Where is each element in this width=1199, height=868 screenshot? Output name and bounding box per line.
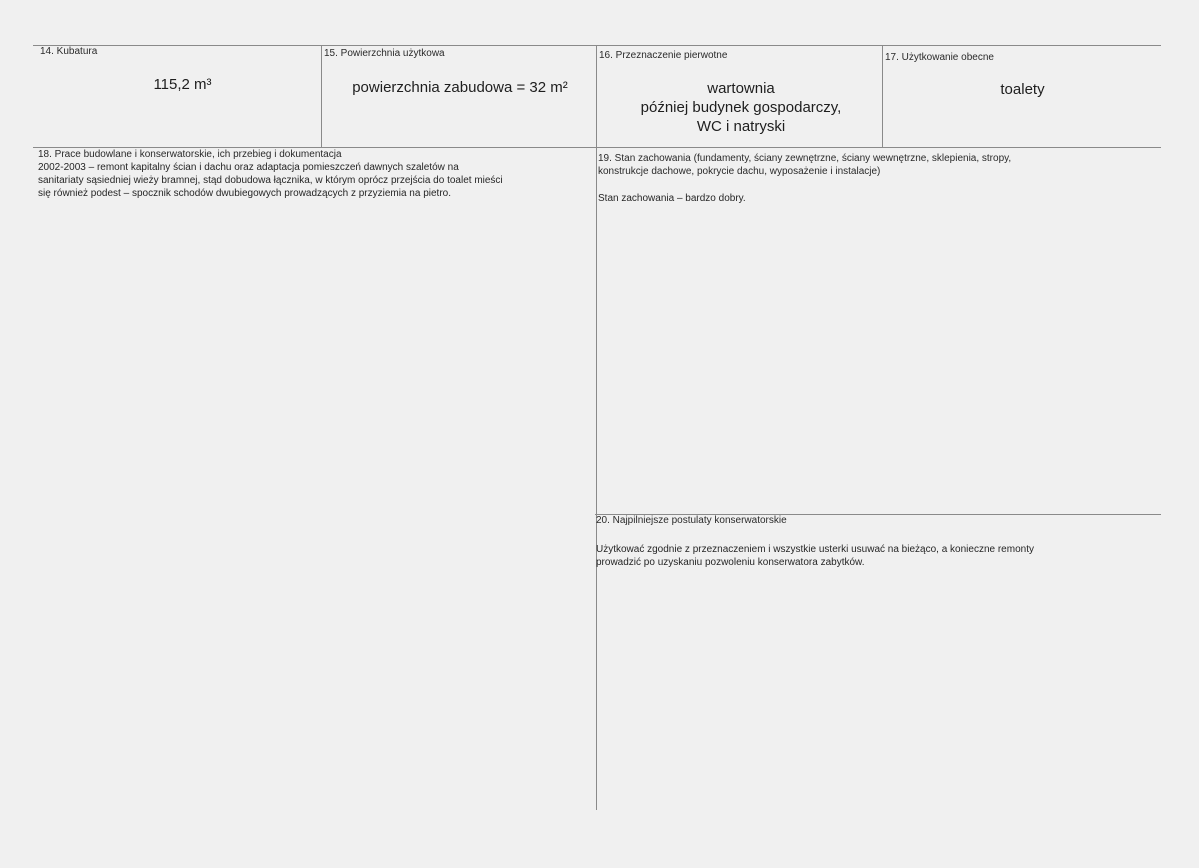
field-20-text-line-1: Użytkować zgodnie z przeznaczeniem i wszystkie usterki usuwać na bieżąco, a konieczne remonty: [596, 544, 1034, 555]
field-18-label: 18. Prace budowlane i konserwatorskie, ich przebieg i dokumentacja: [38, 149, 342, 160]
field-14-value: 115,2 m³: [153, 76, 212, 93]
col-divider-16: [596, 45, 597, 810]
col-divider-15: [321, 45, 322, 148]
field-19-text: Stan zachowania – bardzo dobry.: [598, 193, 746, 204]
field-19-label-line-1: 19. Stan zachowania (fundamenty, ściany zewnętrzne, ściany wewnętrzne, sklepienia, stropy,: [598, 153, 1012, 164]
field-16-value-line-2: później budynek gospodarczy,: [640, 99, 842, 116]
field-16-value-line-1: wartownia: [707, 80, 775, 97]
field-18-text-line-2: sanitariaty sąsiedniej wieży bramnej, stąd dobudowa łącznika, w którym oprócz przejścia do toalet mieści: [38, 175, 503, 186]
field-17-value: toalety: [1000, 81, 1045, 98]
field-18-text-line-1: 2002-2003 – remont kapitalny ścian i dachu oraz adaptacja pomieszczeń dawnych szaletów na: [38, 162, 459, 173]
top-rule: [33, 45, 1161, 46]
field-14-label: 14. Kubatura: [40, 46, 98, 57]
col-divider-17: [882, 45, 883, 148]
field-20-label: 20. Najpilniejsze postulaty konserwatorskie: [596, 515, 787, 526]
row-divider-rule: [33, 147, 1161, 148]
field-15-value: powierzchnia zabudowa = 32 m²: [352, 79, 568, 96]
field-15-label: 15. Powierzchnia użytkowa: [324, 48, 445, 59]
field-19-label-line-2: konstrukcje dachowe, pokrycie dachu, wyposażenie i instalacje): [598, 166, 881, 177]
field-16-value-line-3: WC i natryski: [696, 118, 786, 135]
field-17-label: 17. Użytkowanie obecne: [885, 52, 994, 63]
field-20-text-line-2: prowadzić po uzyskaniu pozwoleniu konserwatora zabytków.: [596, 557, 865, 568]
field-16-label: 16. Przeznaczenie pierwotne: [599, 50, 728, 61]
field-18-text-line-3: się również podest – spocznik schodów dwubiegowych prowadzących z przyziemia na pietro.: [38, 188, 451, 199]
